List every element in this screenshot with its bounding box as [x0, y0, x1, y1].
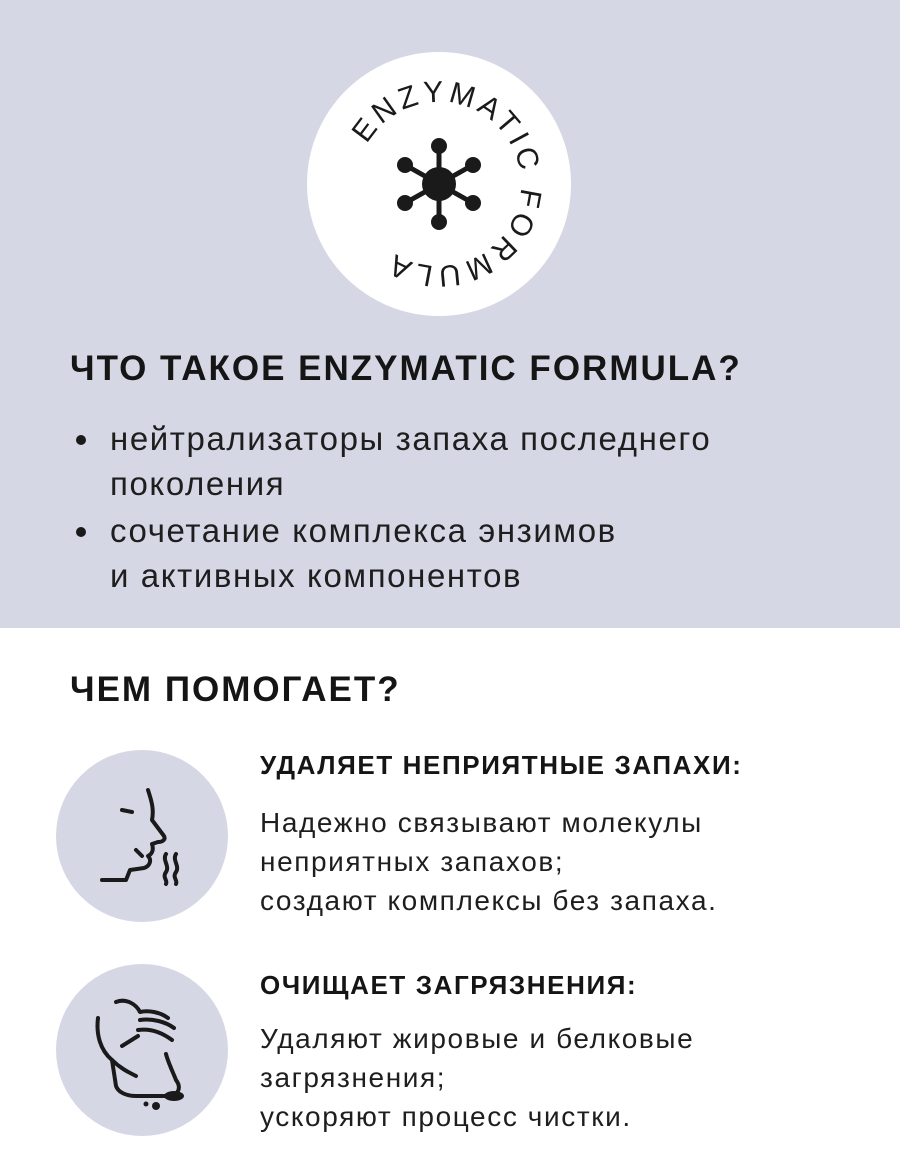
feature-title: УДАЛЯЕТ НЕПРИЯТНЫЕ ЗАПАХИ: — [260, 750, 743, 780]
nose-icon-circle — [56, 750, 228, 922]
badge-graphic — [307, 52, 571, 316]
what-is-bullet-list — [70, 416, 890, 600]
what-is-title: ЧТО ТАКОЕ ENZYMATIC FORMULA? — [70, 349, 742, 388]
bullet-item — [70, 508, 890, 598]
feature-line: Удаляют жировые и белковые — [260, 1023, 695, 1054]
helps-title: ЧЕМ ПОМОГАЕТ? — [70, 670, 401, 709]
hand-cleaning-icon — [56, 964, 228, 1136]
feature-line: создают комплексы без запаха. — [260, 885, 718, 916]
bullet-line: и активных компонентов — [110, 557, 523, 594]
enzymatic-formula-badge — [307, 52, 571, 316]
feature-description — [260, 1019, 694, 1136]
bullet-line: сочетание комплекса энзимов — [110, 512, 617, 549]
nose-smell-icon — [56, 750, 228, 922]
bullet-line: поколения — [110, 465, 286, 502]
feature-description — [260, 803, 718, 920]
hand-icon-circle — [56, 964, 228, 1136]
feature-line: Надежно связывают молекулы — [260, 807, 703, 838]
bullet-line: нейтрализаторы запаха последнего — [110, 420, 712, 457]
badge-ring-text: ENZYMATIC FORMULA — [345, 75, 548, 293]
bullet-dot-icon — [76, 435, 86, 445]
bullet-item — [70, 416, 890, 506]
feature-line: ускоряют процесс чистки. — [260, 1101, 632, 1132]
feature-title: ОЧИЩАЕТ ЗАГРЯЗНЕНИЯ: — [260, 970, 638, 1000]
feature-line: неприятных запахов; — [260, 846, 565, 877]
feature-line: загрязнения; — [260, 1062, 447, 1093]
bullet-dot-icon — [76, 527, 86, 537]
